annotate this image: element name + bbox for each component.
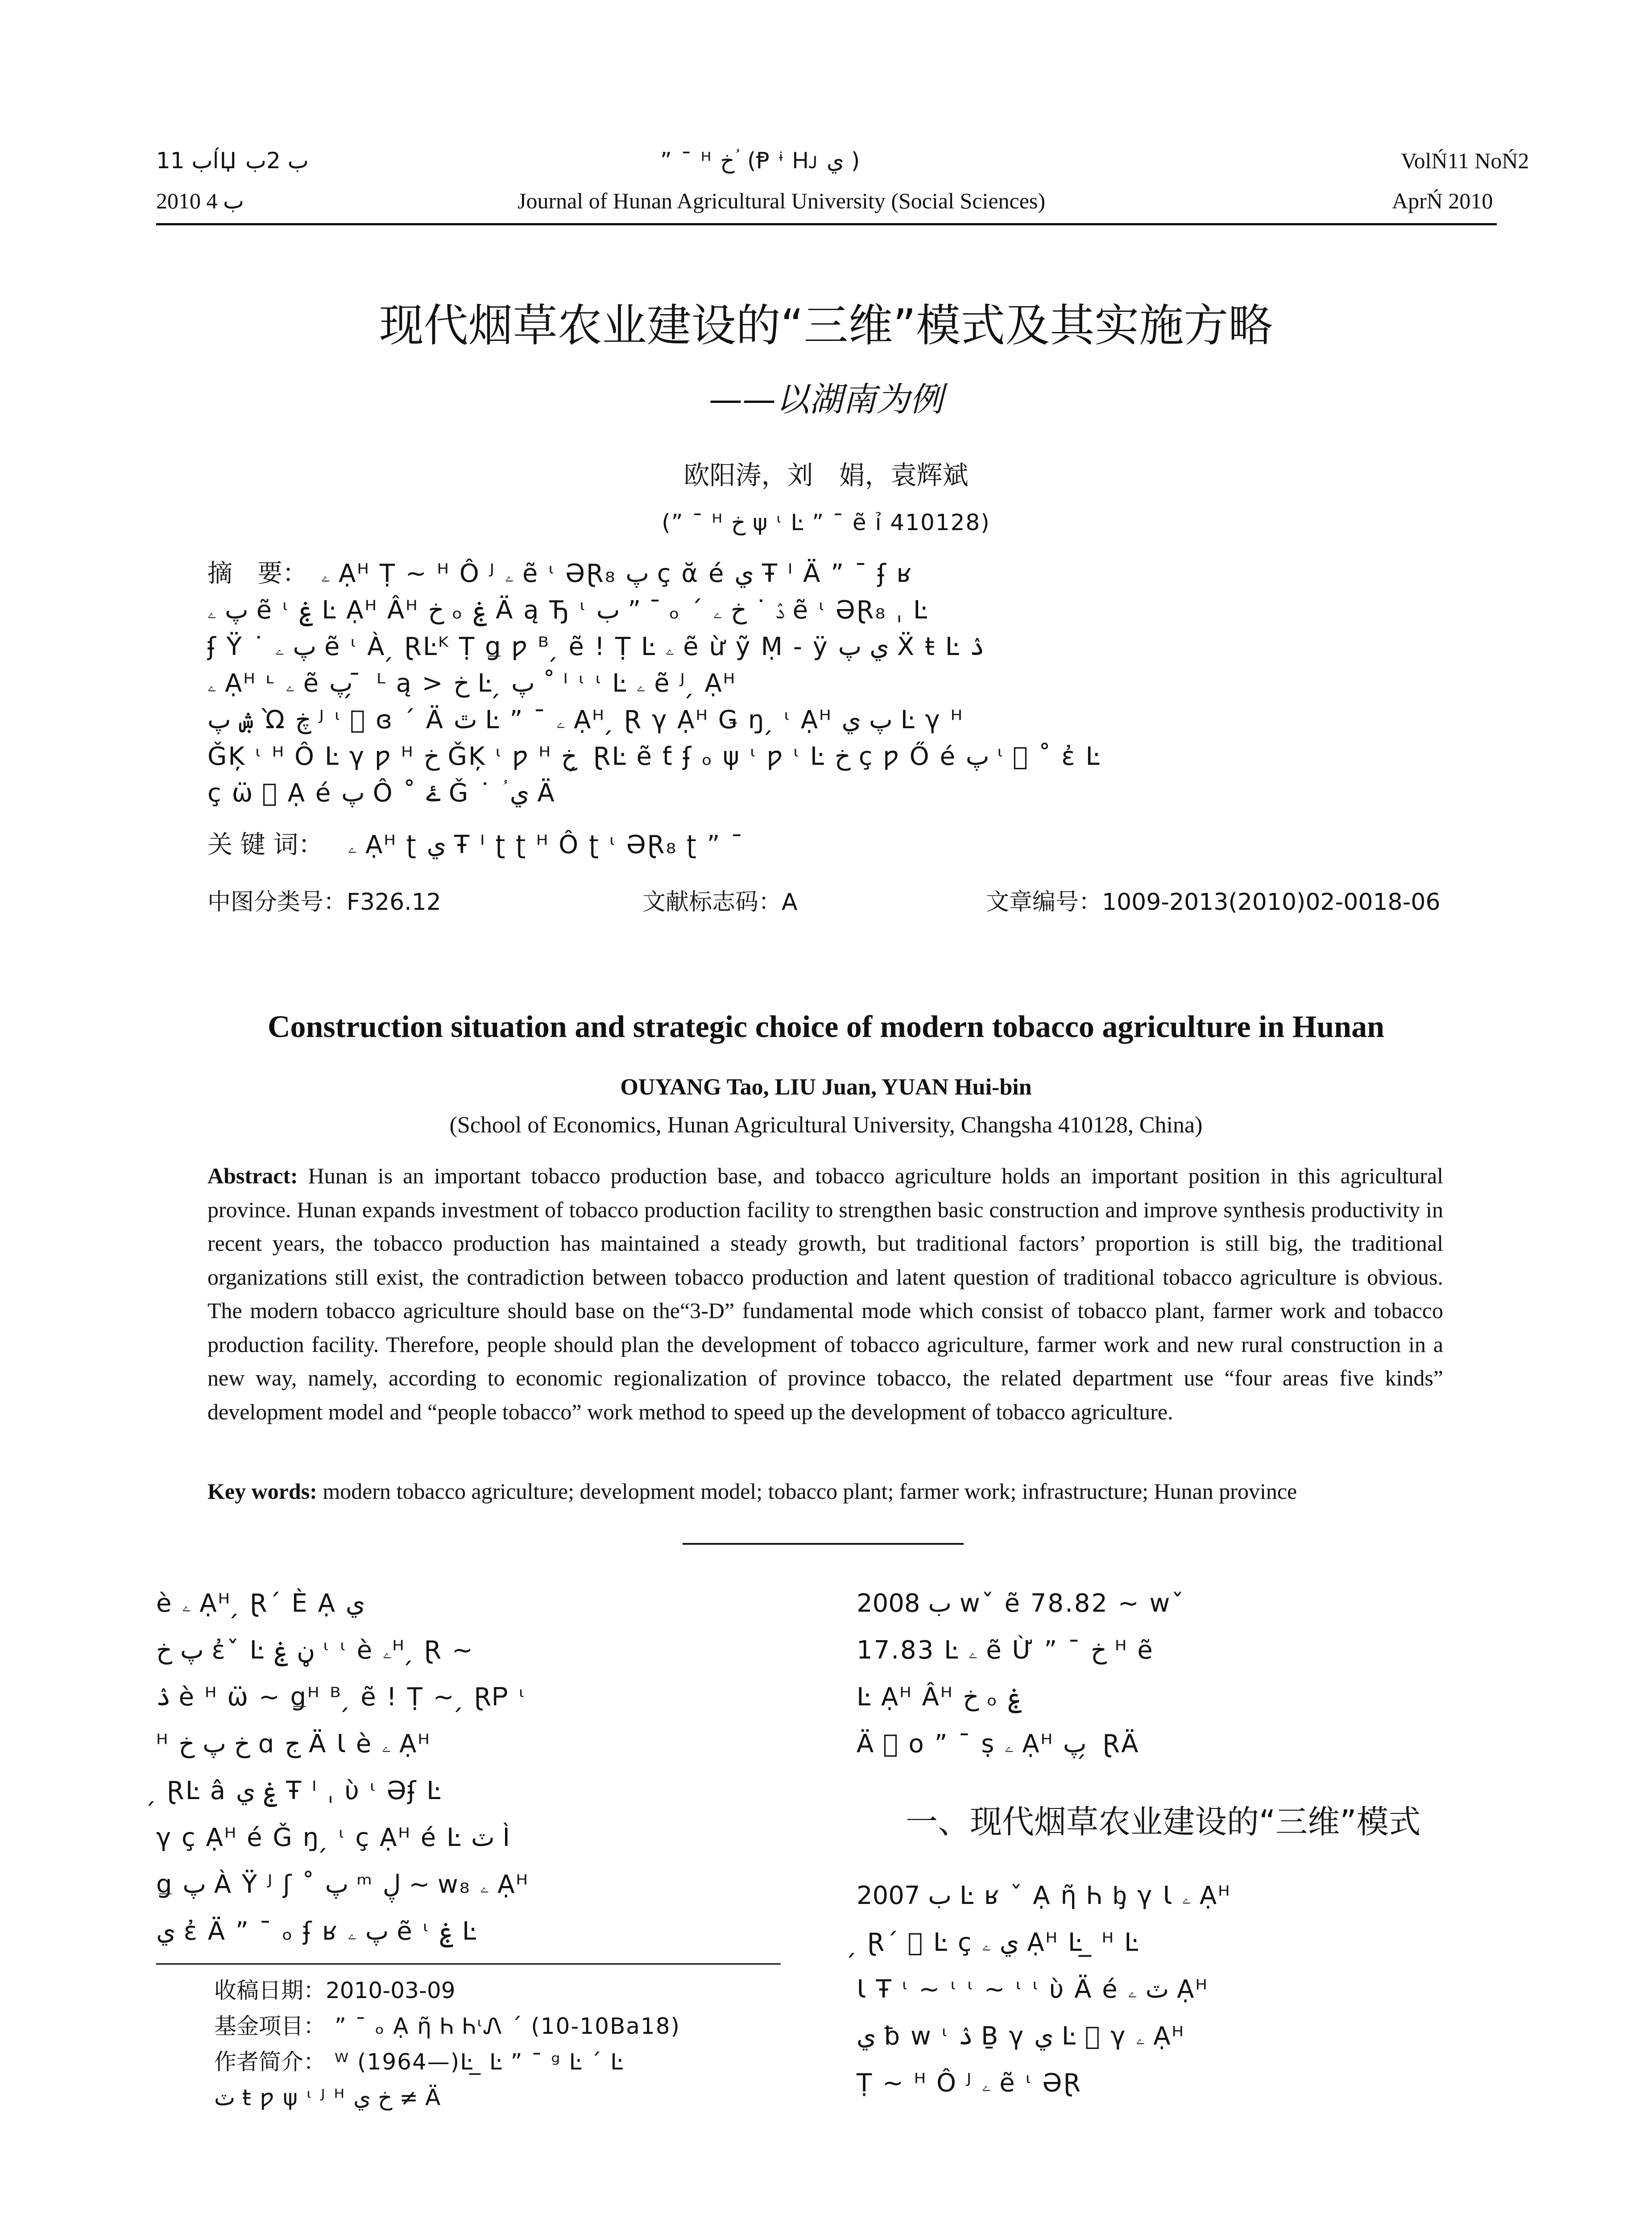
body-right-line: Ṭ ~ ᴴ Ô ᴶ ۦ ẽ ᶥ ƏⱤ xyxy=(857,2069,1082,2098)
body-right-line: ي ƀ w ᶥ ۮ Ḇ γ ي Ŀ ⃝ γ ۦ Ạᴴ xyxy=(857,2022,1185,2051)
body-left-line: γ ç Ạᴴ é Ǧ ŋ ̗ ᶥ ç Ạᴴ é Ŀ ٽ Ì xyxy=(156,1823,512,1852)
abstract-cn-line: ç ω̈ ⃝ Ạ é پ Ô ˚ ۓ Ǧ ˙ ؙ ي Ä xyxy=(207,779,556,808)
body-right-line: Ä ⃝ o ” ¯ ṣ ۦ Ạᴴ پ ̗ ⱤÄ xyxy=(857,1729,1140,1758)
fund-label: 基金项目： xyxy=(214,2013,326,2039)
body-right-line: Ɩ Ŧ ᶥ ~ ᶥ ᶥ ~ ᶥ ᶥ ὺ Ä é ٽ ۦ Ạᴴ xyxy=(857,1975,1209,2004)
footnote-rule xyxy=(156,1963,781,1965)
title-en: Construction situation and strategic choice of modern tobacco agriculture in Hunan xyxy=(267,1010,1385,1044)
received-date: 收稿日期：2010-03-09 xyxy=(214,1978,455,2003)
authors-cn: 欧阳涛，刘 娟，袁辉斌 xyxy=(683,460,969,490)
affiliation-en: (School of Economics, Hunan Agricultural University, Changsha 410128, China) xyxy=(449,1112,1203,1138)
abstract-cn-line: ʄ Ÿ ˙ پ ۦ ẽ ᶥ À ̗ ⱤĿᴷ Ṭ ǥ ƿ ᴮ ̗ ẽ ! Ṭ Ŀ ۦ ẽ ừ ỹ Ṃ - ÿ ي پ Ẍ ŧ Ŀ ۮ xyxy=(207,632,985,661)
body-left-line: ۮ è ᴴ ω̈ ~ ǥᴴ ᴮ ̗ ẽ ! Ṭ ~ ̗ ⱤᏢ ᶥ xyxy=(156,1683,526,1712)
authors-en: OUYANG Tao, LIU Juan, YUAN Hui-bin xyxy=(620,1074,1032,1100)
body-right-line: Ŀ Ạᴴ Âᴴ خ ₒ ۼ xyxy=(857,1683,1023,1712)
body-left-line: ي ἐ Ä ” ¯ ₒ ʄ ʁ پ ۦ ẽ ᶥ ۼ Ŀ xyxy=(156,1917,478,1946)
clc-number: 中图分类号：F326.12 xyxy=(207,889,441,916)
keywords-en-text: modern tobacco agriculture; development model; tobacco plant; farmer work; infrastructure; Hunan province xyxy=(323,1479,1297,1504)
keywords-cn: ۦ Ạᴴ ʈ ي Ŧ ᴵ ʈ ʈ ᴴ Ô ʈ ᶥ ƏⱤ₈ ʈ ” ¯ xyxy=(348,830,745,859)
title-cn: 现代烟草农业建设的“三维”模式及其实施方略 xyxy=(379,299,1273,352)
section-heading: 一、现代烟草农业建设的“三维”模式 xyxy=(906,1803,1421,1841)
body-left-line: ᴴ خ پ خ ɑ ج Ä Ɩ è ۦ Ạᴴ xyxy=(156,1729,431,1758)
abstract-cn-line: ۦ Ạᴴ Ṭ ~ ᴴ Ô ᴶ ۦ ẽ ᶥ ƏⱤ₈ پ ç ᾰ é ي Ŧ ᴵ Ä ” ¯ ʄ ʁ xyxy=(321,559,913,588)
keywords-cn-label: 关 键 词： xyxy=(207,830,323,859)
abstract-cn-label: 摘 要： xyxy=(207,559,307,588)
abstract-cn-line: ǦĶ ᶥ ᴴ Ô Ŀ γ ƿ ᴴ خ ǦĶ ᶥ ƿ ᴴ خ ̗ ⱤĿ ẽ ƭ ʄ ₒ ψ ᶥ ƿ ᶥ Ŀ خ ç ƿ Ő é پ ᶥ ⃝ ˚ ἐ Ŀ xyxy=(207,742,1101,771)
abstract-cn-line: ۺ پ Ὼ ڿ ᴶ ᶥ ⃝ ɞ ˊ Ä ٿ Ŀ ” ¯ ۦ Ạᴴ ̗ Ɽ γ Ạᴴ Ǥ ŋ ̗ ᶥ Ạᴴ پ ي Ŀ γ ᴴ xyxy=(207,705,964,734)
abstract-en-label: Abstract: xyxy=(207,1163,298,1188)
body-left-line: ǥ پ À Ÿ ᴶ ʃ ˚ پ ᵐ ڸ ~ w₈ ۦ Ạᴴ xyxy=(156,1870,530,1899)
header-left-top: ب 11ĺЏ ب 2ب xyxy=(156,148,309,174)
author-label: 作者简介： xyxy=(214,2049,326,2075)
header-left-bottom: 2010 ب 4 xyxy=(156,188,244,213)
abstract-en-text: Hunan is an important tobacco production base, and tobacco agriculture holds an important position in this agricultural province. Hunan expands investment of tobacco production facility to strengthen basic construction and improve synthesis productivity in recent years, the tobacco production has maintained a steady growth, but traditional factors’ proportion is still big, the traditional organizations still exist, the contradiction between tobacco production and latent question of traditional tobacco agriculture is obvious. The modern tobacco agriculture should base on the“3-D” fundamental mode which consist of tobacco plant, farmer work and tobacco production facility. Therefore, people should plan the development of tobacco agriculture, farmer work and new rural construction in a new way, namely, according to economic regionalization of province tobacco, the related department use “four areas five kinds” development model and “people tobacco” work method to speed up the development of tobacco agriculture. xyxy=(207,1163,1443,1424)
separator-rule xyxy=(683,1543,964,1545)
header-right-top: VolŃ11 NoŃ2 xyxy=(1401,148,1529,173)
keywords-en-label: Key words: xyxy=(207,1479,317,1504)
fund-text: ” ¯ ₒ Ạ ῆ Ꮒ ᏂᶥᏁ ˊ (10-10Ba18) xyxy=(335,2013,681,2039)
author-text: ᵂ (1964—)Ŀ ̲ Ŀ ” ¯ ᵍ Ŀ ˊ Ŀ xyxy=(335,2049,624,2075)
header-right-bottom: AprŃ 2010 xyxy=(1392,188,1493,213)
header-center-top: ” ¯ ᴴ خ ؙ (Ᵽ ᶤ Ꮋᴊ ي ) xyxy=(660,148,860,174)
body-right-line: 2008 ب wˇ ẽ 78.82 ~ wˇ xyxy=(857,1589,1185,1618)
journal-name: Journal of Hunan Agricultural University (Social Sciences) xyxy=(518,188,1046,213)
author-text-2: ٽ ŧ ƿ ψ ᶥ ᴶ ᴴ خ ي ≠ Ä xyxy=(214,2085,442,2111)
header-rule xyxy=(156,223,1497,225)
document-code: 文献标志码：A xyxy=(642,889,798,916)
body-right-line: 2007 ب Ŀ ʁ ˇ Ạ ῆ Ꮒ ᶀ γ Ɩ ۦ Ạᴴ xyxy=(857,1881,1231,1910)
abstract-cn-line: پ ۦ ẽ ᶥ ۼ Ŀ Ạᴴ Âᴴ خ ₒ ۼ Ä ą Ђ ᶥ ب ” ¯ ₒ ˊ ۮ ˙ خ ۦ ẽ ᶥ ƏⱤ₈ ˌ Ŀ xyxy=(207,596,929,625)
affiliation-cn: (” ¯ ᴴ خ ψ ᶥ Ŀ ” ¯ ẽ ỉ 410128) xyxy=(662,510,990,535)
abstract-cn-line: ۦ Ạᴴ ᶫ ۦ ẽ پ ̗ ̄ ᴸ ą > خ Ŀ ̗ پ ˚ ᴵ ᶥ ᶥ Ŀ ۦ ẽ ᴶ ̗ Ạᴴ xyxy=(207,669,737,698)
keywords-en xyxy=(207,1477,1457,1505)
abstract-en xyxy=(207,1159,1443,1429)
subtitle-cn: ——以湖南为例 xyxy=(708,380,943,419)
body-right-line: ̗ Ɽˊ ⃝ Ŀ ç ي ۦ Ạᴴ Ŀ ̲ ᴴ Ŀ xyxy=(857,1928,1140,1957)
body-right-line: 17.83 Ŀ ۦ ẽ Ừ ” ¯ خ ᴴ ẽ xyxy=(857,1636,1154,1665)
body-left-line: è ۦ Ạᴴ ̗ Ɽˊ È Ạ ي xyxy=(156,1589,365,1618)
body-left-line: ̗ ⱤĿ â ۼ ي Ŧ ᴵ ˌ ὺ ᶥ Əʄ Ŀ xyxy=(156,1776,442,1805)
article-number: 文章编号：1009-2013(2010)02-0018-06 xyxy=(986,889,1441,916)
body-left-line: پ خ ἐˇ Ŀ ڼ ۼ ᶥ ᶥ è ۦᴴ ̗ Ɽ ~ xyxy=(156,1636,474,1665)
